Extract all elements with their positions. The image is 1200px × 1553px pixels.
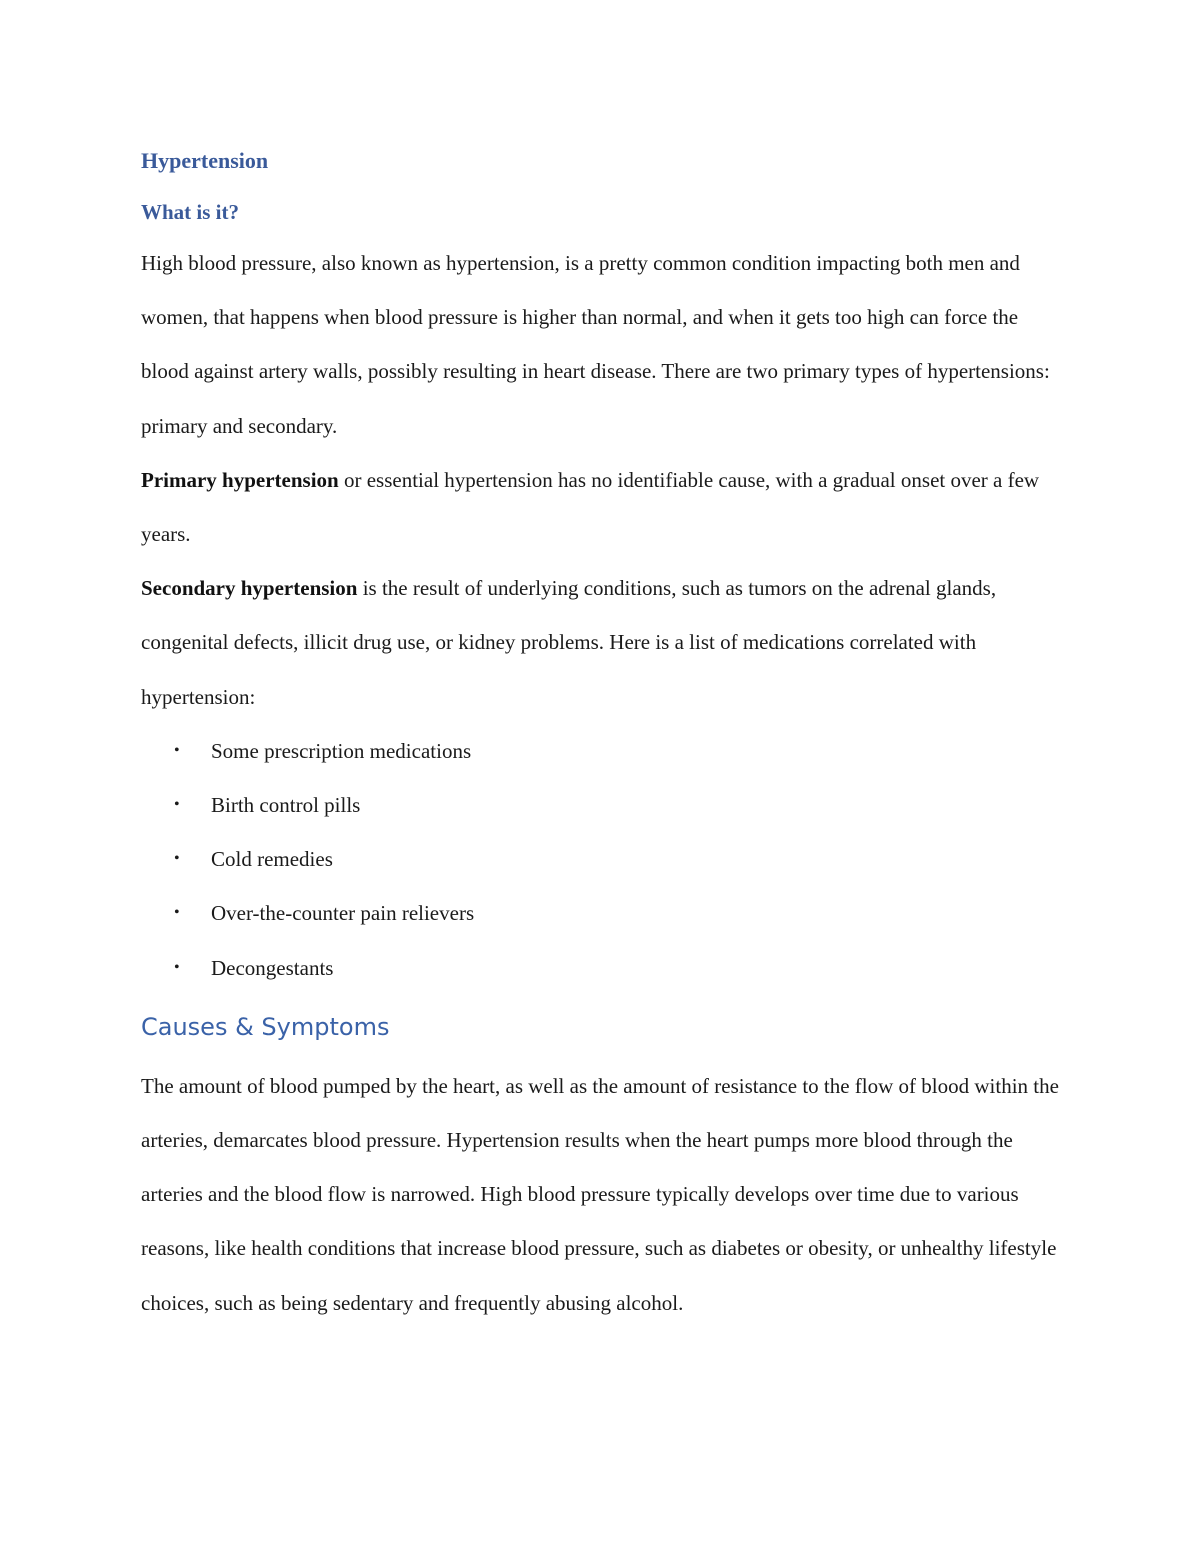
- document-title: Hypertension: [141, 148, 269, 173]
- list-item-text: Cold remedies: [211, 847, 333, 872]
- bullet-icon: •: [174, 904, 180, 922]
- secondary-paragraph: [141, 561, 1066, 724]
- secondary-text: is the result of underlying conditions, such as tumors on the adrenal glands, congenital defects, illicit drug use, or kidney problems. Here is a list of medications correlated with hypertension:: [141, 576, 997, 709]
- list-item: [141, 941, 1066, 995]
- secondary-term: Secondary hypertension: [141, 576, 358, 601]
- document-body: [141, 138, 1066, 1330]
- list-item: [141, 886, 1066, 940]
- primary-term: Primary hypertension: [141, 467, 339, 492]
- bullet-icon: •: [174, 958, 180, 976]
- bullet-icon: •: [174, 741, 180, 759]
- intro-paragraph: High blood pressure, also known as hypertension, is a pretty common condition impacting both men and women, that happens when blood pressure is higher than normal, and when it gets too high can force the blood against artery walls, possibly resulting in heart disease. There are two primary types of hypertensions: primary and secondary.: [141, 251, 1050, 438]
- causes-heading: Causes & Symptoms: [141, 1012, 390, 1041]
- bullet-icon: •: [174, 850, 180, 868]
- list-item: [141, 724, 1066, 778]
- list-item-text: Birth control pills: [211, 793, 361, 818]
- medication-list: [141, 724, 1066, 995]
- primary-text: or essential hypertension has no identifiable cause, with a gradual onset over a few years.: [141, 467, 1040, 547]
- list-item-text: Over-the-counter pain relievers: [211, 901, 475, 926]
- list-item: [141, 778, 1066, 832]
- bullet-icon: •: [174, 796, 180, 814]
- list-item-text: Some prescription medications: [211, 738, 472, 763]
- document-subtitle: What is it?: [141, 200, 240, 224]
- list-item: [141, 832, 1066, 886]
- causes-paragraph: The amount of blood pumped by the heart, as well as the amount of resistance to the flow of blood within the arteries, demarcates blood pressure. Hypertension results when the heart pumps more blood through the arteries and the blood flow is narrowed. High blood pressure typically develops over time due to various reasons, like health conditions that increase blood pressure, such as diabetes or obesity, or unhealthy lifestyle choices, such as being sedentary and frequently abusing alcohol.: [141, 1073, 1059, 1315]
- primary-paragraph: [141, 453, 1066, 561]
- list-item-text: Decongestants: [211, 955, 334, 980]
